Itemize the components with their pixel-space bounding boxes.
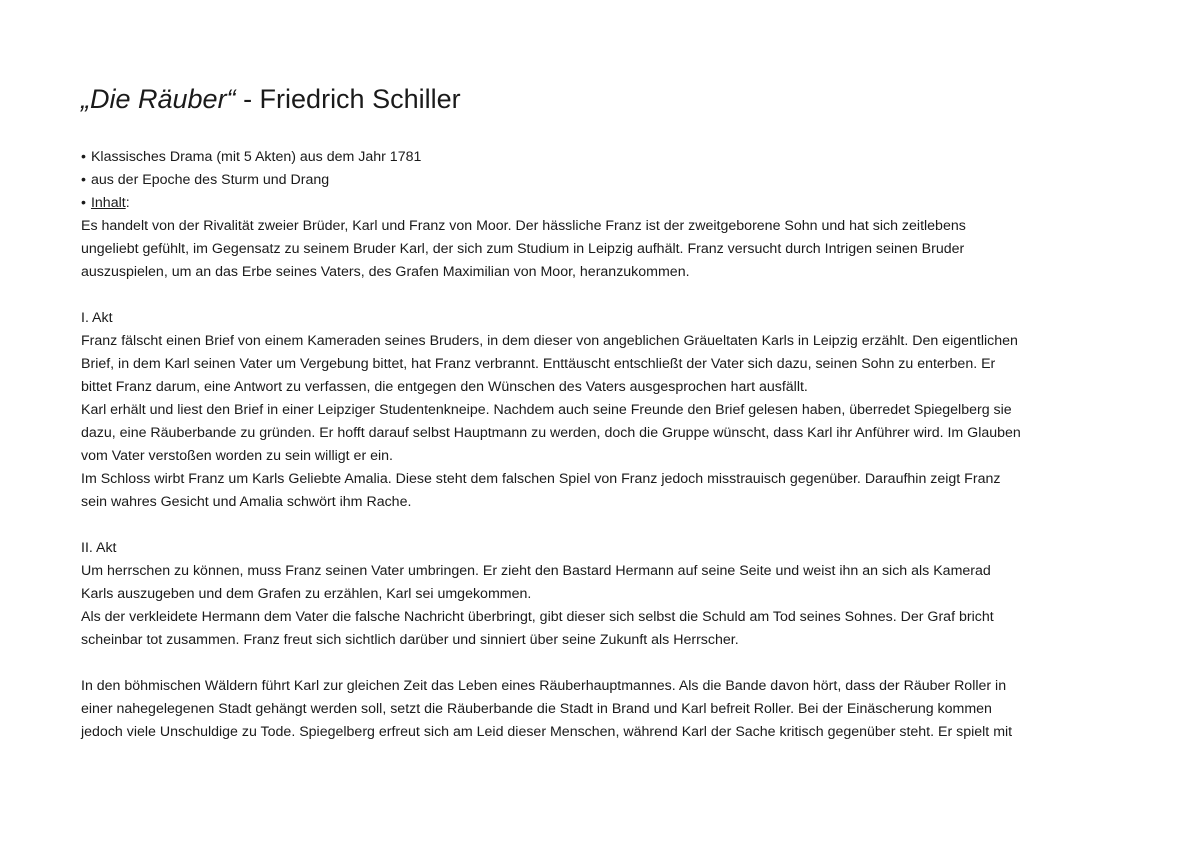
bullet-text: aus der Epoche des Sturm und Drang: [90, 172, 330, 188]
bullet-item: [81, 169, 1126, 192]
title-author: - Friedrich Schiller: [235, 84, 461, 114]
bullet-icon: •: [81, 172, 86, 188]
summary-line: ungeliebt gefühlt, im Gegensatz zu seinem Bruder Karl, der sich zum Studium in Leipzig aufhält. Franz versucht durch Intrigen seinen Bruder: [81, 241, 965, 257]
paragraph-line: vom Vater verstoßen worden zu sein willigt er ein.: [81, 448, 393, 464]
spacer: [81, 652, 1126, 675]
inhalt-label: Inhalt: [90, 195, 126, 211]
paragraph-line: jedoch viele Unschuldige zu Tode. Spiegelberg erfreut sich am Leid dieser Menschen, während Karl der Sache kritisch gegenüber steht. Er spielt mit: [81, 724, 1013, 740]
paragraph-line: Karls auszugeben und dem Grafen zu erzählen, Karl sei umgekommen.: [81, 586, 532, 602]
paragraph-line: sein wahres Gesicht und Amalia schwört ihm Rache.: [81, 494, 412, 510]
paragraph-line: Um herrschen zu können, muss Franz seinen Vater umbringen. Er zieht den Bastard Hermann auf seine Seite und weist ihn an sich als Kamerad: [81, 563, 991, 579]
paragraph-line: scheinbar tot zusammen. Franz freut sich sichtlich darüber und sinniert über seine Zukunft als Herrscher.: [81, 632, 739, 648]
inhalt-colon: :: [125, 195, 130, 211]
bullet-icon: •: [81, 149, 86, 165]
bullet-icon: •: [81, 195, 86, 211]
paragraph-line: Im Schloss wirbt Franz um Karls Geliebte Amalia. Diese steht dem falschen Spiel von Franz jedoch misstrauisch gegenüber. Daraufhin zeigt Franz: [81, 471, 1001, 487]
spacer: [81, 514, 1126, 537]
bullet-text: Klassisches Drama (mit 5 Akten) aus dem Jahr 1781: [90, 149, 422, 165]
summary-line: Es handelt von der Rivalität zweier Brüder, Karl und Franz von Moor. Der hässliche Franz ist der zweitgeborene Sohn und hat sich zeitlebens: [81, 218, 966, 234]
paragraph-line: Brief, in dem Karl seinen Vater um Vergebung bittet, hat Franz verbrannt. Enttäuscht entschließt der Vater sich dazu, seinen Sohn zu enterben. Er: [81, 356, 996, 372]
paragraph-line: bittet Franz darum, eine Antwort zu verfassen, die entgegen den Wünschen des Vaters ausgesprochen hart ausfällt.: [81, 379, 808, 395]
bullet-item-inhalt: [81, 192, 1126, 215]
section-heading-akt2: II. Akt: [81, 540, 117, 556]
paragraph-line: Karl erhält und liest den Brief in einer Leipziger Studentenkneipe. Nachdem auch seine Freunde den Brief gelesen haben, überredet Spiegelberg sie: [81, 402, 1012, 418]
paragraph-line: einer nahegelegenen Stadt gehängt werden soll, setzt die Räuberbande die Stadt in Brand und Karl befreit Roller. Bei der Einäscherung kommen: [81, 701, 992, 717]
bullet-item: [81, 146, 1126, 169]
paragraph-line: dazu, eine Räuberbande zu gründen. Er hofft darauf selbst Hauptmann zu werden, doch die Gruppe wünscht, dass Karl ihr Anführer wird. Im Glauben: [81, 425, 1021, 441]
section-heading-akt1: I. Akt: [81, 310, 113, 326]
document-page: [81, 80, 1126, 744]
title-work: „Die Räuber“: [81, 84, 236, 114]
document-body: [81, 146, 1126, 744]
paragraph-line: In den böhmischen Wäldern führt Karl zur gleichen Zeit das Leben eines Räuberhauptmannes. Als die Bande davon hört, dass der Räuber Roller in: [81, 678, 1007, 694]
spacer: [81, 284, 1126, 307]
paragraph-line: Als der verkleidete Hermann dem Vater die falsche Nachricht überbringt, gibt dieser sich selbst die Schuld am Tod seines Sohnes. Der Graf bricht: [81, 609, 994, 625]
document-title: [81, 80, 1126, 118]
paragraph-line: Franz fälscht einen Brief von einem Kameraden seines Bruders, in dem dieser von angeblichen Gräueltaten Karls in Leipzig erzählt. Den eigentlichen: [81, 333, 1018, 349]
summary-line: auszuspielen, um an das Erbe seines Vaters, des Grafen Maximilian von Moor, heranzukommen.: [81, 264, 690, 280]
